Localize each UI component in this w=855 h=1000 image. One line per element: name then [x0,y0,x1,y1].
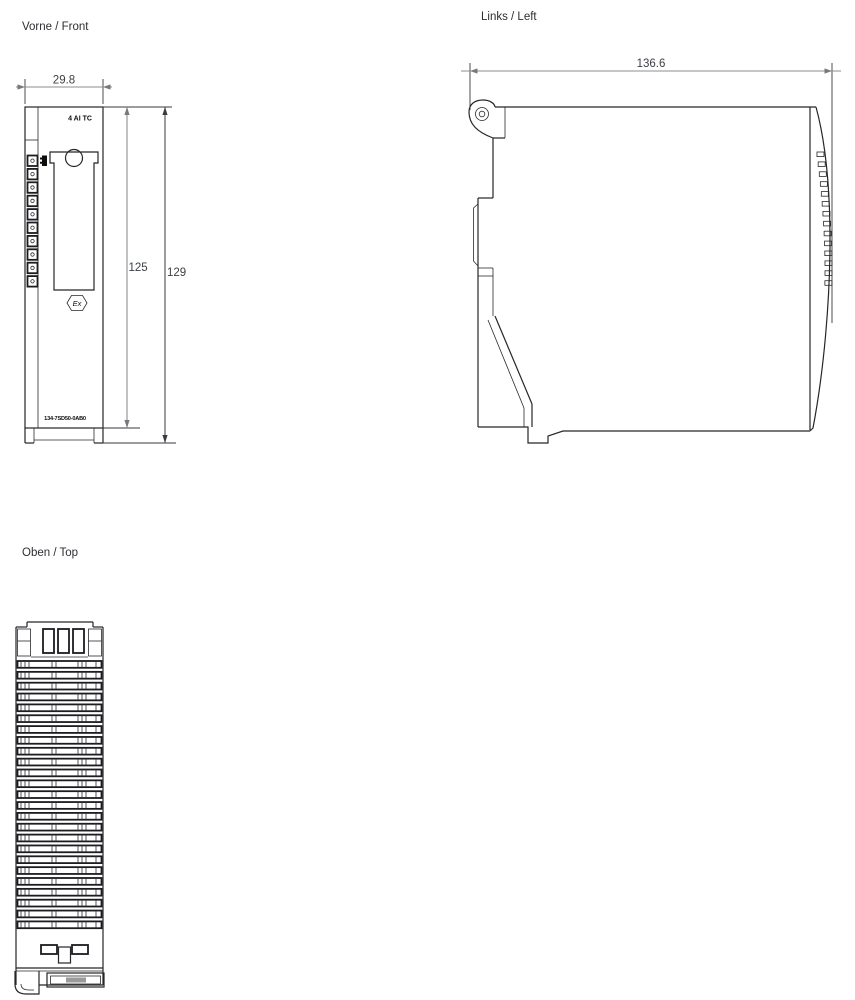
rail-clip [15,971,39,994]
left-depth-value: 136.6 [636,58,666,70]
led-dot [31,172,34,175]
dim-arrow [162,435,167,443]
vent-slat [18,715,102,722]
led-indicator [28,196,38,207]
led-indicator [28,263,38,274]
vent-slat [18,661,102,668]
front-height-total-value: 129 [167,267,187,279]
vent-slat [18,780,102,787]
led-dot [31,213,34,216]
grip-rib [818,162,825,167]
center-tab [59,947,71,963]
vent-slat [18,683,102,690]
led-dot [31,239,34,242]
vent-slat [18,759,102,766]
ex-symbol [67,296,87,311]
led-dot [31,266,34,269]
led-indicator [28,169,38,180]
left-shoulder-tab [18,629,31,656]
vent-slat [18,813,102,820]
vent-slat [18,867,102,874]
dim-arrow [124,420,129,428]
led-dot [31,280,34,283]
grip-rib [817,152,824,157]
grip-rib [825,281,832,286]
front-width-dimension [16,75,112,105]
grip-rib [822,202,829,207]
led-indicator [28,223,38,234]
release-wedge [495,316,532,404]
grip-rib [820,182,827,187]
top-view-title: Oben / Top [22,547,79,559]
front-view [16,21,186,443]
vent-slat [18,704,102,711]
dim-arrow [18,84,26,89]
vent-slat [18,835,102,842]
ventilation-grid [18,661,102,928]
left-module-outline [469,100,832,443]
top-view [15,547,104,994]
front-width-value: 29.8 [52,74,76,87]
vent-slat [18,737,102,744]
vent-slat [18,900,102,907]
vent-slat [18,911,102,918]
bottom-opening [41,945,57,954]
led-dot [31,199,34,202]
front-flap-curve [810,107,830,431]
bottom-edge [478,427,810,443]
grip-rib [821,192,828,197]
vent-slat [18,748,102,755]
led-indicator [28,209,38,220]
vent-slat [18,921,102,928]
vent-slat [18,770,102,777]
dim-arrow [124,107,129,115]
led-indicator [28,156,38,167]
part-number: 134-7SD50-0AB0 [44,416,86,422]
screw-icon-center [479,111,485,117]
dim-arrow [825,68,833,73]
terminal-slots [31,629,88,657]
led-indicator [28,276,38,287]
dim-arrow [162,107,167,115]
led-dot [31,159,34,162]
front-height-dimensions [103,107,186,443]
right-shoulder-tab [89,629,102,656]
rail-slot-insert [66,978,86,983]
screw-icon [476,108,489,121]
bus-connector-icon [40,156,47,167]
led-indicator [28,236,38,247]
front-height-body-value: 125 [128,262,148,274]
bottom-opening [72,945,88,954]
terminal-slot [73,629,84,653]
front-door [50,150,98,291]
vent-slat [18,889,102,896]
led-dot [31,186,34,189]
terminal-slot [43,629,54,653]
terminal-slot [58,629,69,653]
led-dot [31,226,34,229]
front-view-title: Vorne / Front [22,21,89,33]
vent-slat [18,694,102,701]
grip-rib [825,251,832,256]
vent-slat [18,791,102,798]
vent-slat [18,672,102,679]
vent-slat [18,726,102,733]
left-depth-dimension [461,58,841,323]
vent-slat [18,802,102,809]
left-view-title: Links / Left [481,11,537,23]
vent-slat [18,878,102,885]
led-column [28,156,38,287]
screw-boss [469,100,495,138]
front-foot [25,428,103,443]
left-view [461,11,841,443]
dim-arrow [103,84,111,89]
grip-rib [819,172,826,177]
vent-slat [18,824,102,831]
vent-slat [18,856,102,863]
module-type-label: 4 AI TC [68,115,92,123]
top-module-outline [15,622,104,994]
vent-slat [18,845,102,852]
led-indicator [28,182,38,193]
grip-rib [823,211,830,216]
grip-rib [825,271,832,276]
grip-rib [825,261,832,266]
rail-contact-bar [474,204,479,266]
led-indicator [28,249,38,259]
led-dot [31,253,34,256]
ex-symbol-text: Ex [72,299,82,308]
dim-arrow [470,68,478,73]
